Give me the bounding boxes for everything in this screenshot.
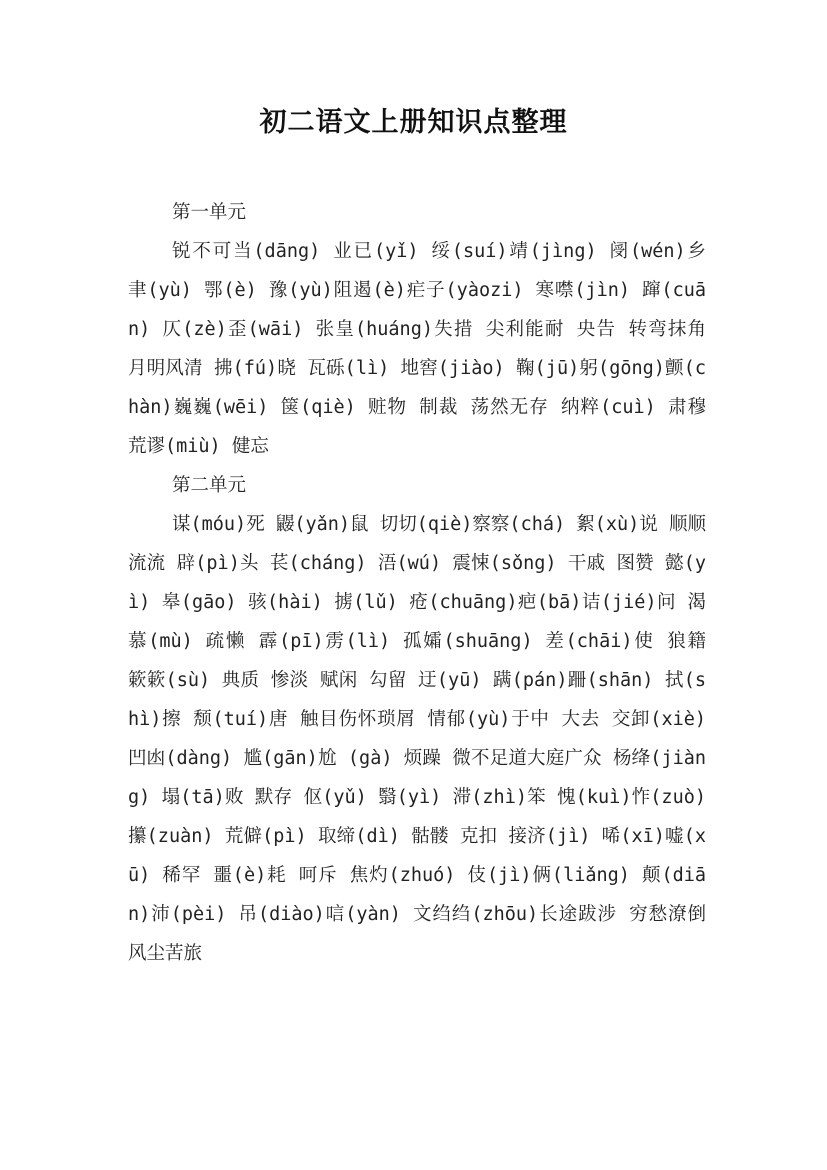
unit-vocabulary-2: 谋(móu)死 鼹(yǎn)鼠 切切(qiè)察察(chá) 絮(xù)说 顺顺流流 辟(pì)头 苌(cháng) 浯(wú) 震悚(sǒng) 干戚 图赞 懿(yì) 皋(gāo) 骇(hài) 掳(lǔ) 疮(chuāng)疤(bā)诘(jié)问 渴慕(mù) 疏懒 霹(pī)雳(lì) 孤孀(shuāng) 差(chāi)使 狼籍 簌簌(sù) 典质 惨淡 赋闲 勾留 迂(yū) 蹒(pán)跚(shān) 拭(shì)擦 颓(tuí)唐 触目伤怀琐屑 情郁(yù)于中 大去 交卸(xiè) 凹凼(dàng) 尴(gān)尬 (gà) 烦躁 微不足道大庭广众 杨绛(jiàng) 塌(tā)败 默存 伛(yǔ) 翳(yì) 滞(zhì)笨 愧(kuì)怍(zuò)攥(zuàn) 荒僻(pì) 取缔(dì) 骷髅 克扣 接济(jì) 唏(xī)嘘(xū) 稀罕 噩(è)耗 呵斥 焦灼(zhuó) 伎(jì)俩(liǎng) 颠(diān)沛(pèi) 吊(diào)唁(yàn) 文绉绉(zhōu)长途跋涉 穷愁潦倒 风尘苦旅 [128, 514, 706, 964]
unit-heading-1: 第一单元 [172, 202, 247, 223]
unit-section-2 [128, 466, 706, 973]
unit-heading-2: 第二单元 [172, 475, 247, 496]
document-body [128, 193, 706, 973]
document-title: 初二语文上册知识点整理 [259, 107, 568, 138]
unit-vocabulary-1: 锐不可当(dāng) 业已(yǐ) 绥(suí)靖(jìng) 阌(wén)乡 聿(yù) 鄂(è) 豫(yù)阻遏(è)疟子(yàozi) 寒噤(jìn) 蹿(cuān) 仄(zè)歪(wāi) 张皇(huáng)失措 尖利能耐 央告 转弯抹角 月明风清 拂(fú)晓 瓦砾(lì) 地窖(jiào) 鞠(jū)躬(gōng)颤(chàn)巍巍(wēi) 箧(qiè) 赃物 制裁 荡然无存 纳粹(cuì) 肃穆 荒谬(miù) 健忘 [128, 241, 706, 457]
unit-section-1 [128, 193, 706, 466]
